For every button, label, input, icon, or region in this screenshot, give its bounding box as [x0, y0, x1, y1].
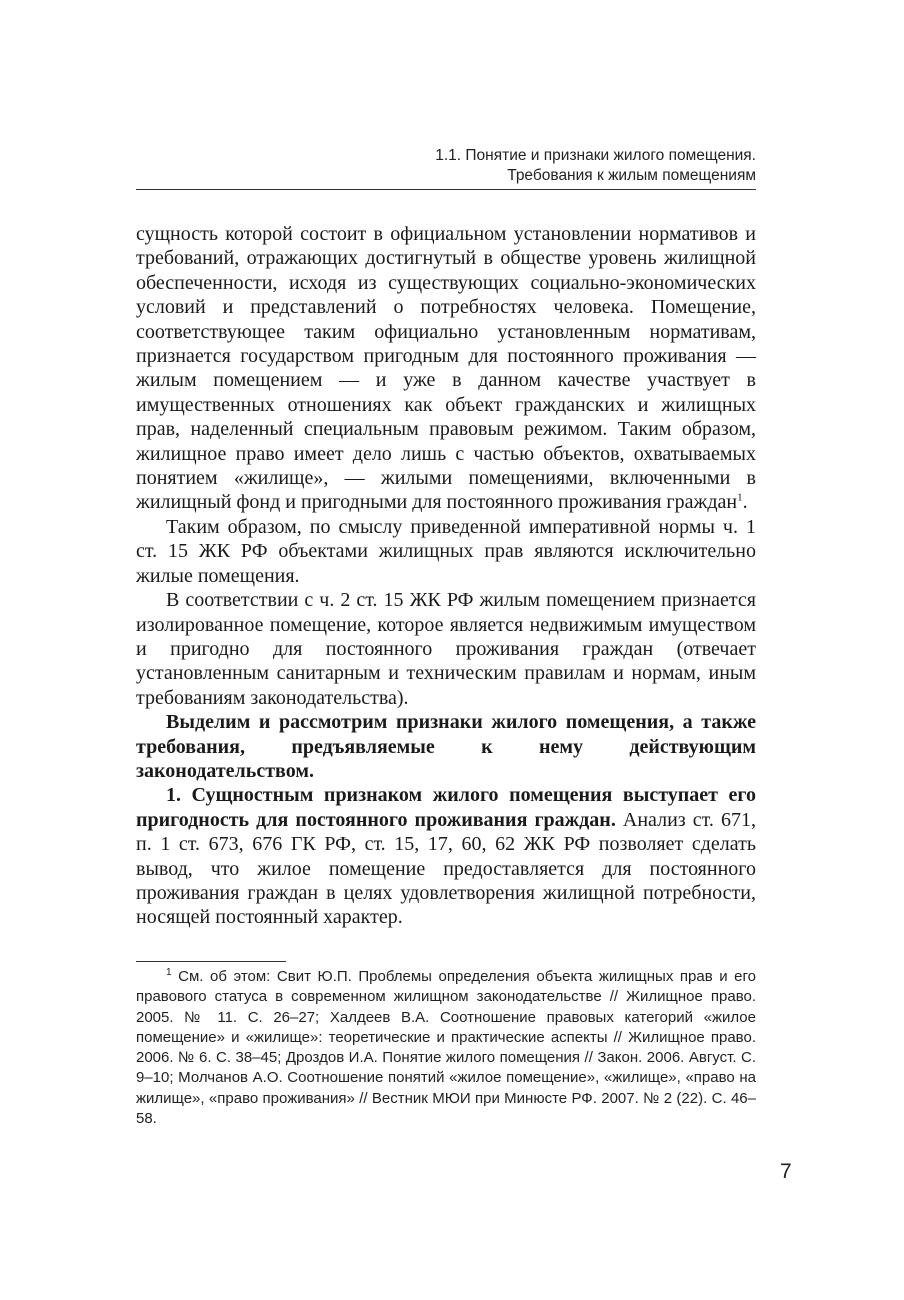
- paragraph-1-end: .: [742, 491, 748, 514]
- paragraph-2: Таким образом, по смыслу приведенной императивной нормы ч. 1 ст. 15 ЖК РФ объектами жилищных прав являются исключительно жилые помещения.: [136, 515, 756, 587]
- footnote-reference[interactable]: 1: [737, 491, 743, 504]
- footnote-marker: 1: [166, 967, 172, 978]
- header-divider: [136, 189, 756, 190]
- paragraph-4-bold: Выделим и рассмотрим признаки жилого помещения, а также требования, предъявляемые к нему действующим законодательством.: [136, 711, 756, 782]
- footnote: [136, 967, 756, 1129]
- running-head-line-2: Требования к жилым помещениям: [507, 167, 756, 184]
- main-text: [136, 222, 756, 930]
- paragraph-4: [136, 710, 756, 783]
- paragraph-5: [136, 783, 756, 929]
- running-head: [136, 146, 756, 186]
- footnote-divider: [136, 961, 286, 962]
- footnote-text: См. об этом: Свит Ю.П. Проблемы определения объекта жилищных прав и его правового статуса в современном жилищном законодательстве // Жилищное право. 2005. № 11. С. 26–27; Халдеев В.А. Соотношение правовых категорий «жилое помещение» и «жилище»: теоретические и практические аспекты // Жилищное право. 2006. № 6. С. 38–45; Дроздов И.А. Понятие жилого помещения // Закон. 2006. Август. С. 9–10; Молчанов А.О. Соотношение понятий «жилое помещение», «жилище», «право на жилище», «право проживания» // Вестник МЮИ при Минюсте РФ. 2007. № 2 (22). С. 46–58.: [136, 968, 756, 1128]
- footnote-1: [136, 967, 756, 1129]
- paragraph-1-text: сущность которой состоит в официальном установлении нормативов и требований, отражающих достигнутый в обществе уровень жилищной обеспеченности, исходя из существующих социально-экономических условий и представлений о потребностях человека. Помещение, соответствующее таким официально установленным нормативам, признается государством пригодным для постоянного проживания — жилым помещением — и уже в данном качестве участвует в имущественных отношениях как объект гражданских и жилищных прав, наделенный специальным правовым режимом. Таким образом, жилищное право имеет дело лишь с частью объектов, охватываемых понятием «жилище», — жилыми помещениями, включенными в жилищный фонд и пригодными для постоянного проживания граждан: [136, 223, 756, 514]
- paragraph-3: В соответствии с ч. 2 ст. 15 ЖК РФ жилым помещением признается изолированное помещение, которое является недвижимым имуществом и пригодно для постоянного проживания граждан (отвечает установленным санитарным и техническим правилам и нормам, иным требованиям законодательства).: [136, 589, 756, 709]
- running-head-line-1: 1.1. Понятие и признаки жилого помещения.: [435, 147, 756, 164]
- paragraph-1: [136, 222, 756, 515]
- paragraph-5-bold: 1. Сущностным признаком жилого помещения выступает его пригодность для постоянного проживания граждан.: [136, 784, 756, 831]
- page-number: 7: [780, 1160, 792, 1183]
- paragraph-5-text: Анализ ст. 671, п. 1 ст. 673, 676 ГК РФ, ст. 15, 17, 60, 62 ЖК РФ позволяет сделать вывод, что жилое помещение предоставляется для постоянного проживания граждан в целях удовлетворения жилищной потребности, носящей постоянный характер.: [136, 808, 756, 929]
